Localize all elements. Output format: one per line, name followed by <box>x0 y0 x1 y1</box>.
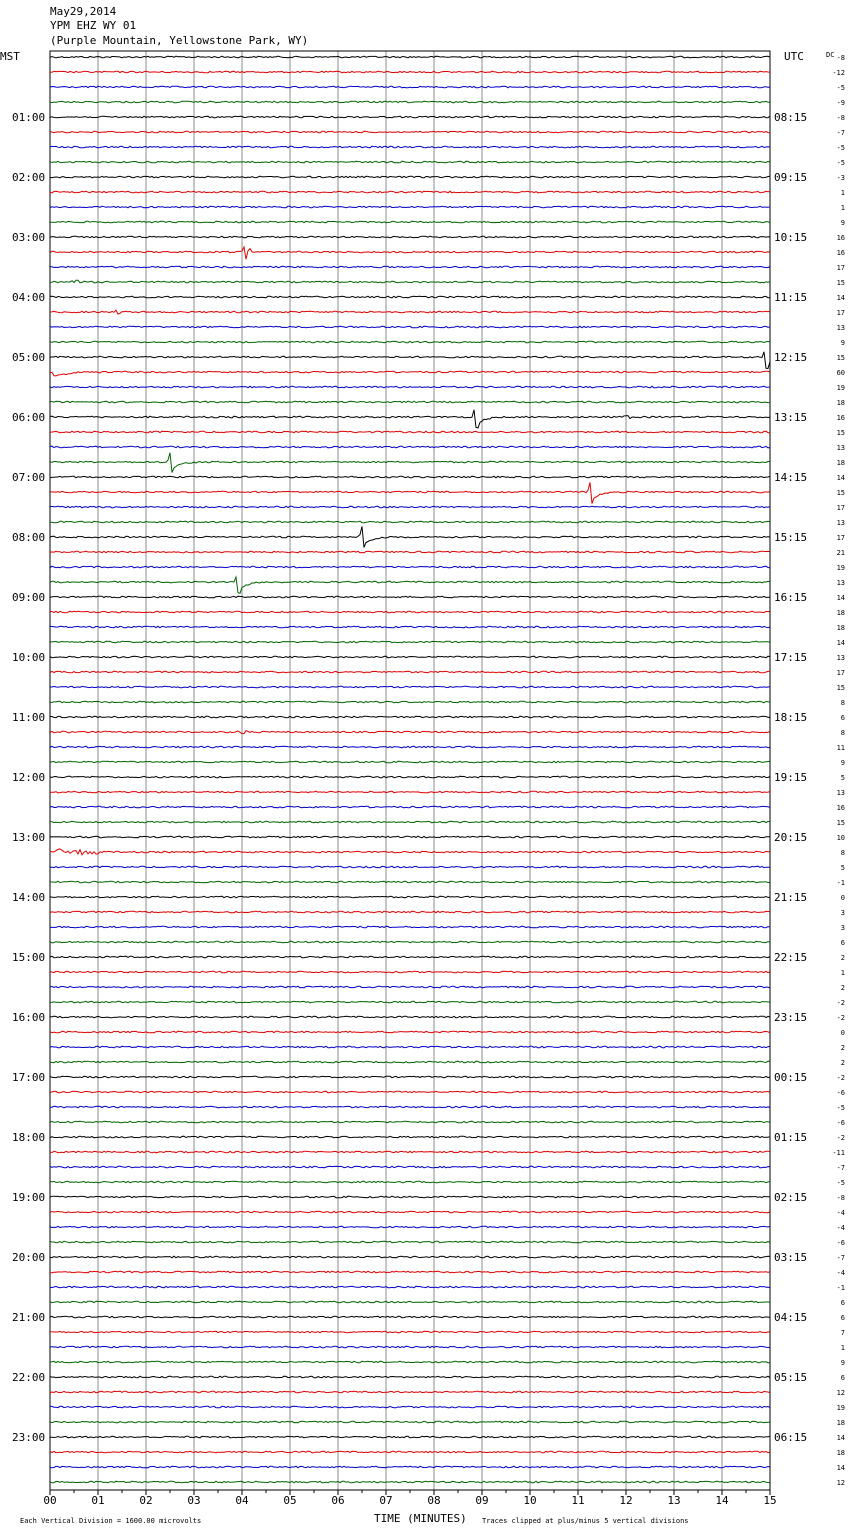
dc-offset-label: 5 <box>840 774 845 782</box>
dc-offset-label: -1 <box>836 879 845 887</box>
dc-offset-label: 18 <box>836 1419 845 1427</box>
seismic-trace <box>50 221 770 223</box>
seismic-trace <box>50 1001 770 1003</box>
chart-title: YPM EHZ WY 01 <box>50 19 137 32</box>
dc-offset-label: 15 <box>836 684 845 692</box>
x-tick-label: 14 <box>715 1494 729 1507</box>
hour-label-left: 14:00 <box>12 891 46 904</box>
seismic-trace <box>50 896 770 898</box>
seismic-trace <box>50 1436 770 1438</box>
dc-header-label: DC <box>826 51 835 59</box>
dc-offset-label: -2 <box>836 999 845 1007</box>
dc-offset-label: -7 <box>836 1164 845 1172</box>
scale-note: Each Vertical Division = 1600.00 microvolts <box>20 1517 202 1525</box>
seismic-trace <box>50 971 770 973</box>
hour-label-right: 14:15 <box>774 471 808 484</box>
seismic-trace <box>50 1256 770 1258</box>
x-tick-label: 00 <box>43 1494 57 1507</box>
hour-label-right: 18:15 <box>774 711 808 724</box>
hour-label-left: 20:00 <box>12 1251 46 1264</box>
seismic-trace <box>50 671 770 673</box>
seismic-trace <box>50 986 770 988</box>
dc-offset-label: 6 <box>840 1314 845 1322</box>
seismic-trace <box>50 410 770 428</box>
seismic-trace <box>50 1121 770 1123</box>
dc-offset-label: 6 <box>840 1299 845 1307</box>
hour-label-right: 20:15 <box>774 831 808 844</box>
dc-offset-label: 13 <box>836 444 845 452</box>
dc-offset-label: -6 <box>836 1119 845 1127</box>
seismic-trace <box>50 161 770 163</box>
hour-label-right: 10:15 <box>774 231 808 244</box>
seismic-trace <box>50 1151 770 1153</box>
dc-offset-label: -2 <box>836 1014 845 1022</box>
trace-group <box>50 56 770 1483</box>
dc-offset-label: -5 <box>836 1104 845 1112</box>
hour-label-right: 04:15 <box>774 1311 808 1324</box>
dc-offset-label: -11 <box>832 1149 845 1157</box>
dc-offset-label: -6 <box>836 1239 845 1247</box>
dc-offset-label: 15 <box>836 429 845 437</box>
seismic-trace <box>50 1016 770 1018</box>
seismic-trace <box>50 1391 770 1393</box>
hour-label-left: 02:00 <box>12 171 46 184</box>
dc-offset-label: 0 <box>840 1029 845 1037</box>
dc-offset-label: 14 <box>836 294 845 302</box>
left-hour-labels <box>12 111 45 1444</box>
dc-offset-label: 13 <box>836 519 845 527</box>
x-tick-label: 11 <box>571 1494 585 1507</box>
dc-offset-label: -1 <box>836 1284 845 1292</box>
seismic-trace <box>50 1181 770 1183</box>
seismic-trace <box>50 1226 770 1228</box>
seismic-trace <box>50 482 770 503</box>
dc-offset-label: 9 <box>840 339 845 347</box>
seismic-trace <box>50 1301 770 1303</box>
dc-offset-label: 60 <box>836 369 845 377</box>
seismic-trace <box>50 626 770 628</box>
dc-offset-label: 17 <box>836 534 845 542</box>
hour-label-right: 09:15 <box>774 171 808 184</box>
hour-label-right: 21:15 <box>774 891 808 904</box>
x-tick-label: 09 <box>475 1494 489 1507</box>
left-timezone-label: MST <box>0 50 20 63</box>
seismic-trace <box>50 1346 770 1348</box>
dc-offset-label: 1 <box>840 189 845 197</box>
dc-offset-label: -6 <box>836 1089 845 1097</box>
dc-offset-label: 16 <box>836 234 845 242</box>
hour-label-left: 06:00 <box>12 411 46 424</box>
seismic-trace <box>50 446 770 448</box>
seismic-trace <box>50 1106 770 1108</box>
hour-label-right: 00:15 <box>774 1071 808 1084</box>
seismic-trace <box>50 791 770 793</box>
dc-offset-label: 3 <box>840 909 845 917</box>
seismic-trace <box>50 1211 770 1213</box>
x-tick-label: 03 <box>187 1494 201 1507</box>
hour-label-right: 02:15 <box>774 1191 808 1204</box>
dc-offset-label: -4 <box>836 1269 845 1277</box>
seismic-trace <box>50 566 770 568</box>
dc-offset-label: 19 <box>836 384 845 392</box>
seismic-trace <box>50 1406 770 1408</box>
seismic-trace <box>50 849 770 855</box>
hour-label-left: 09:00 <box>12 591 46 604</box>
seismic-trace <box>50 821 770 823</box>
seismic-trace <box>50 71 770 73</box>
seismic-trace <box>50 596 770 598</box>
hour-label-left: 21:00 <box>12 1311 46 1324</box>
seismic-trace <box>50 701 770 703</box>
seismic-trace <box>50 911 770 913</box>
dc-offset-label: -7 <box>836 1254 845 1262</box>
seismic-trace <box>50 341 770 343</box>
hour-label-right: 15:15 <box>774 531 808 544</box>
hour-label-left: 23:00 <box>12 1431 46 1444</box>
dc-offset-label: 9 <box>840 1359 845 1367</box>
hour-label-left: 16:00 <box>12 1011 46 1024</box>
hour-label-left: 17:00 <box>12 1071 46 1084</box>
seismic-trace <box>50 431 770 433</box>
hour-label-left: 05:00 <box>12 351 46 364</box>
hour-label-right: 19:15 <box>774 771 808 784</box>
dc-offset-label: 13 <box>836 324 845 332</box>
right-timezone-label: UTC <box>784 50 804 63</box>
dc-offset-label: 19 <box>836 1404 845 1412</box>
dc-offset-label: 14 <box>836 474 845 482</box>
dc-offset-label: 8 <box>840 849 845 857</box>
hour-label-right: 11:15 <box>774 291 808 304</box>
seismic-trace <box>50 1466 770 1468</box>
x-tick-label: 12 <box>619 1494 633 1507</box>
seismic-trace <box>50 401 770 403</box>
dc-offset-label: 6 <box>840 939 845 947</box>
dc-offset-label: 16 <box>836 414 845 422</box>
seismic-trace <box>50 56 770 58</box>
x-tick-label: 10 <box>523 1494 537 1507</box>
seismic-trace <box>50 296 770 298</box>
seismic-trace <box>50 1451 770 1453</box>
dc-offset-label: 9 <box>840 759 845 767</box>
hour-label-left: 04:00 <box>12 291 46 304</box>
dc-offset-label: 7 <box>840 1329 845 1337</box>
hour-label-left: 15:00 <box>12 951 46 964</box>
x-axis-title: TIME (MINUTES) <box>374 1512 467 1525</box>
seismic-trace <box>50 280 770 283</box>
seismic-trace <box>50 326 770 328</box>
hour-label-right: 17:15 <box>774 651 808 664</box>
dc-offset-label: -5 <box>836 159 845 167</box>
seismic-trace <box>50 1271 770 1273</box>
dc-offset-label: -4 <box>836 1209 845 1217</box>
seismic-trace <box>50 386 770 388</box>
seismic-trace <box>50 101 770 103</box>
seismic-trace <box>50 1196 770 1198</box>
clip-note: Traces clipped at plus/minus 5 vertical divisions <box>482 1517 689 1525</box>
dc-offset-label: 8 <box>840 699 845 707</box>
hour-label-right: 22:15 <box>774 951 808 964</box>
hour-label-left: 08:00 <box>12 531 46 544</box>
seismic-trace <box>50 1376 770 1378</box>
seismic-trace <box>50 86 770 88</box>
dc-offset-label: 18 <box>836 1449 845 1457</box>
seismic-trace <box>50 1421 770 1423</box>
seismic-trace <box>50 266 770 268</box>
seismic-trace <box>50 453 770 473</box>
hour-label-left: 10:00 <box>12 651 46 664</box>
seismic-trace <box>50 551 770 553</box>
seismic-trace <box>50 352 770 369</box>
dc-offset-label: 13 <box>836 654 845 662</box>
hour-label-right: 12:15 <box>774 351 808 364</box>
x-tick-label: 08 <box>427 1494 441 1507</box>
chart-grid <box>50 51 770 1495</box>
dc-offset-label: 18 <box>836 609 845 617</box>
dc-offset-label: 14 <box>836 1434 845 1442</box>
hour-label-left: 12:00 <box>12 771 46 784</box>
seismic-trace <box>50 131 770 133</box>
dc-offset-label: 14 <box>836 594 845 602</box>
hour-label-left: 18:00 <box>12 1131 46 1144</box>
dc-offset-label: 18 <box>836 459 845 467</box>
hour-label-right: 06:15 <box>774 1431 808 1444</box>
dc-offset-label: -4 <box>836 1224 845 1232</box>
seismic-trace <box>50 1091 770 1093</box>
seismic-trace <box>50 1361 770 1363</box>
seismic-trace <box>50 656 770 658</box>
seismic-trace <box>50 116 770 118</box>
dc-offset-label: 14 <box>836 1464 845 1472</box>
dc-offset-label: 1 <box>840 1344 845 1352</box>
dc-offset-label: 2 <box>840 954 845 962</box>
dc-offset-label: 18 <box>836 624 845 632</box>
dc-offset-label: -2 <box>836 1074 845 1082</box>
hour-label-right: 05:15 <box>774 1371 808 1384</box>
seismic-trace <box>50 1331 770 1333</box>
chart-date: May29,2014 <box>50 5 117 18</box>
hour-label-right: 13:15 <box>774 411 808 424</box>
dc-offset-label: -5 <box>836 144 845 152</box>
dc-offset-label: 6 <box>840 714 845 722</box>
seismic-trace <box>50 776 770 778</box>
seismic-trace <box>50 236 770 238</box>
dc-offset-label: -5 <box>836 84 845 92</box>
seismic-trace <box>50 1076 770 1078</box>
seismic-trace <box>50 731 770 734</box>
seismic-trace <box>50 926 770 928</box>
seismic-trace <box>50 1481 770 1483</box>
seismic-trace <box>50 247 770 259</box>
dc-offset-label: 11 <box>836 744 845 752</box>
hour-label-right: 23:15 <box>774 1011 808 1024</box>
seismic-trace <box>50 577 770 593</box>
seismic-trace <box>50 176 770 178</box>
dc-offset-label: 9 <box>840 219 845 227</box>
seismic-trace <box>50 146 770 148</box>
seismic-trace <box>50 191 770 193</box>
x-tick-label: 15 <box>763 1494 777 1507</box>
seismic-trace <box>50 941 770 943</box>
dc-offset-label: -5 <box>836 1179 845 1187</box>
x-tick-label: 06 <box>331 1494 345 1507</box>
dc-offset-label: 1 <box>840 204 845 212</box>
seismic-trace <box>50 611 770 613</box>
hour-label-right: 01:15 <box>774 1131 808 1144</box>
seismic-trace <box>50 761 770 763</box>
dc-offset-label: 17 <box>836 669 845 677</box>
dc-offset-label: 17 <box>836 309 845 317</box>
seismic-trace <box>50 1061 770 1063</box>
seismic-trace <box>50 881 770 883</box>
hour-label-left: 11:00 <box>12 711 46 724</box>
dc-offset-label: 14 <box>836 639 845 647</box>
right-hour-labels <box>774 111 807 1444</box>
dc-offset-label: -12 <box>832 69 845 77</box>
dc-offset-label: 3 <box>840 924 845 932</box>
hour-label-left: 19:00 <box>12 1191 46 1204</box>
dc-offset-label: 8 <box>840 729 845 737</box>
dc-offset-label: 6 <box>840 1374 845 1382</box>
dc-offset-label: 2 <box>840 984 845 992</box>
seismic-trace <box>50 1316 770 1318</box>
seismic-trace <box>50 641 770 643</box>
dc-offset-label: 12 <box>836 1389 845 1397</box>
x-tick-label: 01 <box>91 1494 105 1507</box>
dc-offset-label: 10 <box>836 834 845 842</box>
seismic-trace <box>50 806 770 808</box>
dc-offset-label: -8 <box>836 54 845 62</box>
x-tick-label: 13 <box>667 1494 681 1507</box>
dc-offset-label: -3 <box>836 174 845 182</box>
dc-offset-label: 18 <box>836 399 845 407</box>
seismic-trace <box>50 716 770 718</box>
dc-offset-label: 15 <box>836 279 845 287</box>
seismic-trace <box>50 866 770 868</box>
seismic-trace <box>50 521 770 523</box>
dc-offset-label: 5 <box>840 864 845 872</box>
seismic-trace <box>50 310 770 314</box>
dc-offset-label: 2 <box>840 1044 845 1052</box>
seismic-trace <box>50 956 770 958</box>
hour-label-left: 22:00 <box>12 1371 46 1384</box>
seismic-trace <box>50 1286 770 1288</box>
hour-label-right: 16:15 <box>774 591 808 604</box>
seismic-trace <box>50 1166 770 1168</box>
dc-offset-label: 0 <box>840 894 845 902</box>
dc-offset-label: 17 <box>836 504 845 512</box>
hour-label-right: 03:15 <box>774 1251 808 1264</box>
dc-offset-label: -7 <box>836 129 845 137</box>
seismic-trace <box>50 476 770 478</box>
seismic-trace <box>50 526 770 547</box>
dc-offset-label: -8 <box>836 1194 845 1202</box>
chart-subtitle: (Purple Mountain, Yellowstone Park, WY) <box>50 34 309 47</box>
seismic-trace <box>50 836 770 838</box>
dc-offset-label: 15 <box>836 354 845 362</box>
seismic-trace <box>50 1046 770 1048</box>
dc-offset-label: 15 <box>836 819 845 827</box>
dc-offset-label: 1 <box>840 969 845 977</box>
x-tick-label: 02 <box>139 1494 153 1507</box>
dc-offset-label: 16 <box>836 804 845 812</box>
seismic-trace <box>50 1136 770 1138</box>
x-tick-labels <box>43 1494 776 1507</box>
dc-offset-label: -8 <box>836 114 845 122</box>
dc-offset-label: -2 <box>836 1134 845 1142</box>
dc-offset-labels <box>832 54 845 1487</box>
x-tick-label: 05 <box>283 1494 297 1507</box>
x-tick-label: 07 <box>379 1494 393 1507</box>
dc-offset-label: 16 <box>836 249 845 257</box>
dc-offset-label: 19 <box>836 564 845 572</box>
seismic-trace <box>50 371 770 376</box>
x-tick-label: 04 <box>235 1494 249 1507</box>
dc-offset-label: 2 <box>840 1059 845 1067</box>
dc-offset-label: 17 <box>836 264 845 272</box>
seismic-trace <box>50 746 770 748</box>
dc-offset-label: 13 <box>836 579 845 587</box>
hour-label-left: 13:00 <box>12 831 46 844</box>
hour-label-left: 01:00 <box>12 111 46 124</box>
hour-label-left: 07:00 <box>12 471 46 484</box>
dc-offset-label: 21 <box>836 549 845 557</box>
dc-offset-label: 12 <box>836 1479 845 1487</box>
dc-offset-label: 13 <box>836 789 845 797</box>
hour-label-right: 08:15 <box>774 111 808 124</box>
seismic-trace <box>50 1241 770 1243</box>
seismic-trace <box>50 686 770 688</box>
hour-label-left: 03:00 <box>12 231 46 244</box>
dc-offset-label: 15 <box>836 489 845 497</box>
seismic-trace <box>50 1031 770 1033</box>
dc-offset-label: -9 <box>836 99 845 107</box>
seismic-trace <box>50 506 770 508</box>
seismic-trace <box>50 206 770 208</box>
